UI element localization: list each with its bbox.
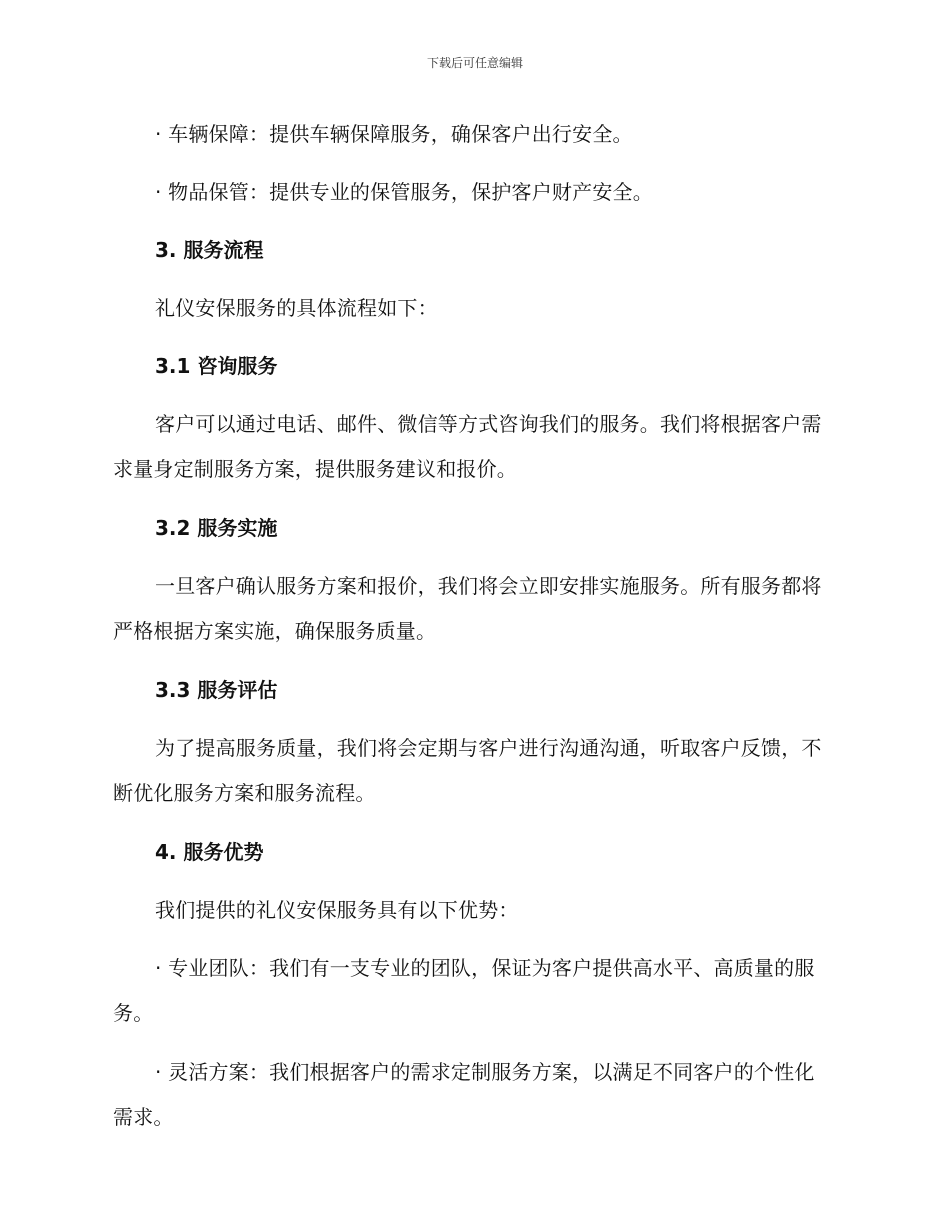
- bullet-vehicle-support: · 车辆保障：提供车辆保障服务，确保客户出行安全。: [155, 122, 633, 146]
- section-heading-advantages: 4. 服务优势: [155, 840, 264, 864]
- bullet-flexible-plan: · 灵活方案：我们根据客户的需求定制服务方案，以满足不同客户的个性化需求。: [113, 1060, 815, 1129]
- section-heading-service-process: 3. 服务流程: [155, 238, 264, 262]
- subsection-heading-evaluation: 3.3 服务评估: [155, 678, 278, 702]
- subsection-heading-consulting: 3.1 咨询服务: [155, 354, 278, 378]
- paragraph-evaluation: 为了提高服务质量，我们将会定期与客户进行沟通沟通，听取客户反馈，不断优化服务方案和服务流程。: [113, 736, 822, 805]
- paragraph-process-intro: 礼仪安保服务的具体流程如下：: [155, 296, 438, 320]
- paragraph-implementation: 一旦客户确认服务方案和报价，我们将会立即安排实施服务。所有服务都将严格根据方案实施，确保服务质量。: [113, 574, 822, 643]
- bullet-professional-team: · 专业团队：我们有一支专业的团队，保证为客户提供高水平、高质量的服务。: [113, 956, 815, 1025]
- page-header: 下载后可任意编辑: [426, 56, 523, 70]
- document-body: [113, 112, 831, 1154]
- paragraph-advantages-intro: 我们提供的礼仪安保服务具有以下优势：: [155, 898, 519, 922]
- bullet-item-storage: · 物品保管：提供专业的保管服务，保护客户财产安全。: [155, 180, 653, 204]
- subsection-heading-implementation: 3.2 服务实施: [155, 516, 278, 540]
- paragraph-consulting: 客户可以通过电话、邮件、微信等方式咨询我们的服务。我们将根据客户需求量身定制服务方案，提供服务建议和报价。: [113, 412, 822, 481]
